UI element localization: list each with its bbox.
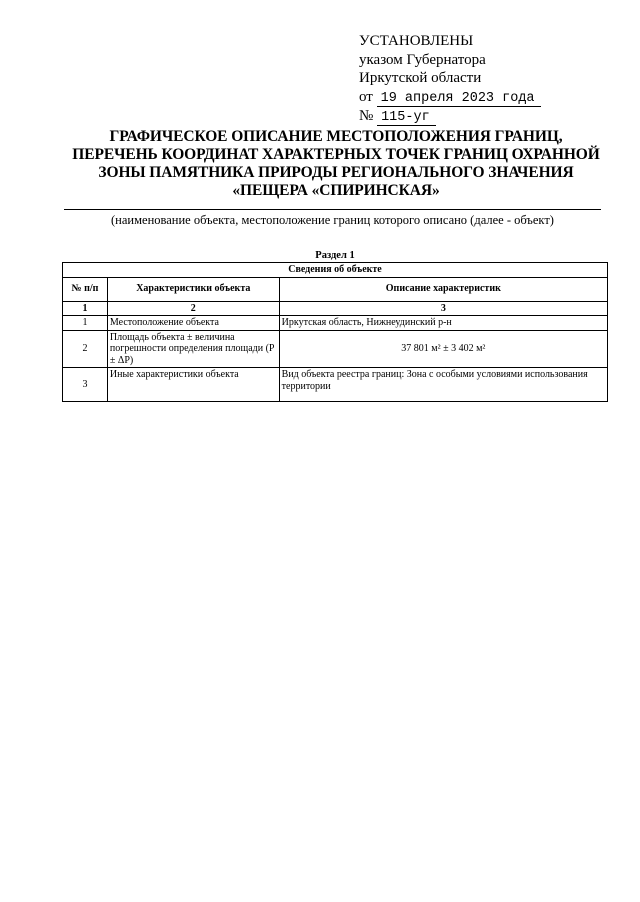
table-row <box>63 368 608 402</box>
approval-title: УСТАНОВЛЕНЫ <box>359 33 474 49</box>
table-title: Сведения об объекте <box>63 263 608 278</box>
table-row <box>63 330 608 368</box>
approval-date-prefix: от <box>359 88 373 105</box>
row-num: 3 <box>63 368 108 402</box>
header-num: № п/п <box>63 277 108 301</box>
row-characteristic: Иные характеристики объекта <box>107 368 279 402</box>
header-description: Описание характеристик <box>279 277 607 301</box>
approval-date <box>359 88 541 107</box>
table-title-row <box>63 263 608 278</box>
row-description: Вид объекта реестра границ: Зона с особыми условиями использования территории <box>279 368 607 402</box>
title-line-4: «ПЕЩЕРА «СПИРИНСКАЯ» <box>232 182 440 199</box>
approval-block <box>359 32 541 126</box>
row-description: Иркутская область, Нижнеудинский р-н <box>279 316 607 331</box>
table-row <box>63 316 608 331</box>
title-line-1: ГРАФИЧЕСКОЕ ОПИСАНИЕ МЕСТОПОЛОЖЕНИЯ ГРАНИЦ, <box>109 128 563 145</box>
approval-issuer: указом Губернатора <box>359 51 486 68</box>
title-line-3: ЗОНЫ ПАМЯТНИКА ПРИРОДЫ РЕГИОНАЛЬНОГО ЗНАЧЕНИЯ <box>98 164 574 181</box>
title-underline <box>64 209 601 210</box>
approval-number-value: 115-уг <box>377 110 436 126</box>
object-info-table <box>62 262 608 402</box>
row-num: 1 <box>63 316 108 331</box>
approval-date-value: 19 апреля 2023 года <box>377 91 541 107</box>
column-number: 2 <box>107 301 279 316</box>
column-number: 1 <box>63 301 108 316</box>
title-line-2: ПЕРЕЧЕНЬ КООРДИНАТ ХАРАКТЕРНЫХ ТОЧЕК ГРАНИЦ ОХРАННОЙ <box>72 146 600 163</box>
approval-region: Иркутской области <box>359 70 482 86</box>
object-caption: (наименование объекта, местоположение границ которого описано (далее - объект) <box>111 213 554 227</box>
row-characteristic: Площадь объекта ± величина погрешности определения площади (P ± ΔP) <box>107 330 279 368</box>
column-number: 3 <box>279 301 607 316</box>
row-description: 37 801 м² ± 3 402 м² <box>279 330 607 368</box>
table-header-row <box>63 277 608 301</box>
row-characteristic: Местоположение объекта <box>107 316 279 331</box>
approval-number <box>359 107 541 126</box>
column-number-row <box>63 301 608 316</box>
section-label: Раздел 1 <box>315 250 355 261</box>
document-title <box>60 128 612 200</box>
row-num: 2 <box>63 330 108 368</box>
approval-number-prefix: № <box>359 107 374 124</box>
header-characteristics: Характеристики объекта <box>107 277 279 301</box>
